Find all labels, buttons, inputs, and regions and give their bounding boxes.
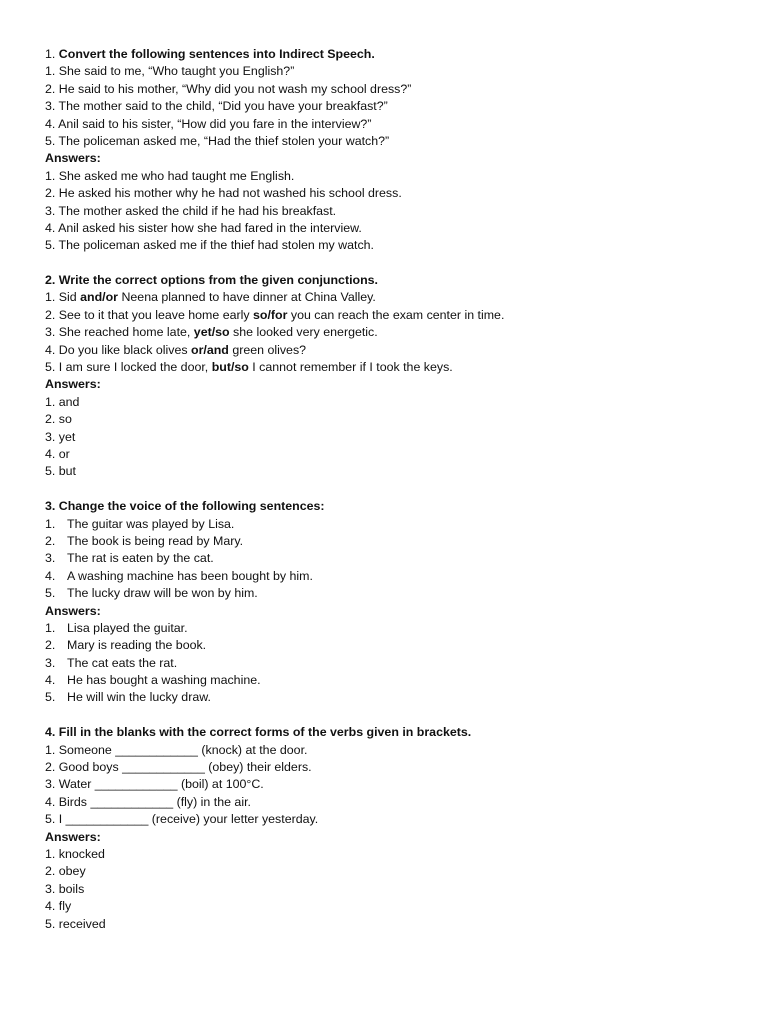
- s2-options: or/and: [191, 342, 229, 357]
- s2-question-text: 5. I am sure I locked the door,: [45, 360, 212, 375]
- s3-item-text: Mary is reading the book.: [67, 638, 207, 653]
- s3-question: [45, 533, 745, 550]
- s2-options: and/or: [80, 290, 119, 305]
- s2-question-text: she looked very energetic.: [229, 325, 378, 340]
- s2-question-text: 3. She reached home late,: [45, 325, 194, 340]
- s3-item-number: 5.: [45, 586, 56, 601]
- section-4-title: 4. Fill in the blanks with the correct forms of the verbs given in brackets.: [45, 725, 472, 740]
- s3-item-number: 4.: [45, 673, 56, 688]
- s3-answer: [45, 655, 745, 672]
- s2-question: [45, 324, 745, 341]
- s3-answer: [45, 637, 745, 654]
- s4-question: 5. I ____________ (receive) your letter yesterday.: [45, 812, 319, 827]
- s3-item-text: Lisa played the guitar.: [67, 620, 188, 635]
- s1-answer: 3. The mother asked the child if he had his breakfast.: [45, 203, 337, 218]
- s3-item-number: 2.: [45, 533, 56, 548]
- s2-question: [45, 359, 745, 376]
- s3-item-text: The guitar was played by Lisa.: [67, 516, 235, 531]
- s4-answers-label: Answers:: [45, 829, 101, 844]
- s3-item-number: 5.: [45, 690, 56, 705]
- s3-item-number: 3.: [45, 551, 56, 566]
- s3-question: [45, 516, 745, 533]
- s2-answer: 2. so: [45, 412, 72, 427]
- s1-answer: 4. Anil asked his sister how she had fared in the interview.: [45, 220, 362, 235]
- s3-item-text: The rat is eaten by the cat.: [67, 551, 214, 566]
- s3-question: [45, 585, 745, 602]
- s2-answers-label: Answers:: [45, 377, 101, 392]
- s3-item-number: 4.: [45, 568, 56, 583]
- s4-question: 1. Someone ____________ (knock) at the door.: [45, 742, 308, 757]
- s3-item-number: 1.: [45, 620, 56, 635]
- s1-question: 1. She said to me, “Who taught you English?”: [45, 64, 295, 79]
- s4-question: 3. Water ____________ (boil) at 100°C.: [45, 777, 264, 792]
- s1-question: 2. He said to his mother, “Why did you not wash my school dress?”: [45, 81, 412, 96]
- s2-question: [45, 289, 745, 306]
- s1-answer: 2. He asked his mother why he had not washed his school dress.: [45, 186, 402, 201]
- s1-question: 5. The policeman asked me, “Had the thief stolen your watch?”: [45, 133, 390, 148]
- s2-question-text: 2. See to it that you leave home early: [45, 307, 254, 322]
- section-3-title: 3. Change the voice of the following sentences:: [45, 499, 325, 514]
- s2-question-text: green olives?: [228, 342, 307, 357]
- s2-question: [45, 307, 745, 324]
- s3-item-number: 1.: [45, 516, 56, 531]
- s2-question: [45, 342, 745, 359]
- s3-item-text: A washing machine has been bought by him.: [67, 568, 313, 583]
- s3-item-text: The book is being read by Mary.: [67, 533, 244, 548]
- s4-answer: 5. received: [45, 916, 106, 931]
- s3-answer: [45, 689, 745, 706]
- spacer: [45, 481, 745, 498]
- s3-item-number: 2.: [45, 638, 56, 653]
- s2-answer: 5. but: [45, 464, 77, 479]
- s3-item-text: The cat eats the rat.: [67, 655, 178, 670]
- s3-item-text: The lucky draw will be won by him.: [67, 586, 258, 601]
- s3-answer: [45, 620, 745, 637]
- worksheet: [45, 46, 745, 933]
- s1-answers-label: Answers:: [45, 151, 101, 166]
- section-1-number: 1.: [45, 47, 56, 61]
- s4-answer: 1. knocked: [45, 846, 105, 861]
- s1-question: 4. Anil said to his sister, “How did you fare in the interview?”: [45, 116, 372, 131]
- s2-options: yet/so: [193, 325, 230, 340]
- spacer: [45, 255, 745, 272]
- s3-question: [45, 550, 745, 567]
- s2-answer: 1. and: [45, 394, 80, 409]
- s3-answers-label: Answers:: [45, 603, 101, 618]
- s4-answer: 3. boils: [45, 881, 85, 896]
- section-1-heading: [45, 46, 745, 63]
- spacer: [45, 707, 745, 724]
- s2-question-text: Neena planned to have dinner at China Valley.: [118, 290, 376, 305]
- s2-answer: 3. yet: [45, 429, 76, 444]
- s1-question: 3. The mother said to the child, “Did you have your breakfast?”: [45, 99, 388, 114]
- s4-answer: 4. fly: [45, 899, 72, 914]
- s3-question: [45, 568, 745, 585]
- s4-question: 4. Birds ____________ (fly) in the air.: [45, 794, 251, 809]
- s2-answer: 4. or: [45, 446, 70, 461]
- s1-answer: 1. She asked me who had taught me English.: [45, 168, 295, 183]
- s2-question-text: you can reach the exam center in time.: [287, 307, 505, 322]
- section-1-title: Convert the following sentences into Indirect Speech.: [58, 47, 375, 61]
- s3-item-text: He has bought a washing machine.: [67, 673, 261, 688]
- s4-question: 2. Good boys ____________ (obey) their elders.: [45, 760, 312, 775]
- s2-question-text: I cannot remember if I took the keys.: [248, 360, 453, 375]
- s2-options: but/so: [211, 360, 249, 375]
- s3-item-number: 3.: [45, 655, 56, 670]
- s1-answer: 5. The policeman asked me if the thief had stolen my watch.: [45, 238, 374, 253]
- s4-answer: 2. obey: [45, 864, 86, 879]
- s3-answer: [45, 672, 745, 689]
- s2-options: so/for: [253, 307, 288, 322]
- s2-question-text: 1. Sid: [45, 290, 81, 305]
- s2-question-text: 4. Do you like black olives: [45, 342, 192, 357]
- s3-item-text: He will win the lucky draw.: [67, 690, 211, 705]
- section-2-title: 2. Write the correct options from the given conjunctions.: [45, 273, 378, 288]
